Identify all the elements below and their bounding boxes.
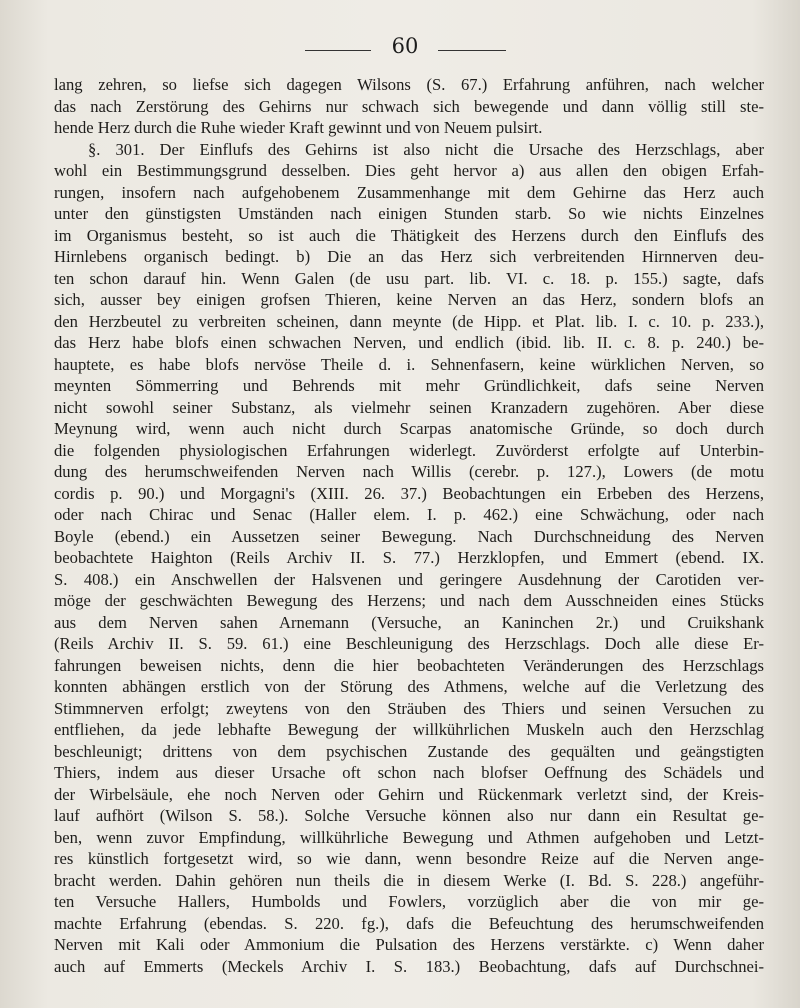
text-line: nicht sowohl seiner Substanz, als vielmehr seinen Kranzadern zugehören. Aber diese	[54, 397, 764, 417]
text-line: möge der geschwächten Bewegung des Herzens; und nach dem Ausschneiden eines Stücks	[54, 591, 764, 610]
text-line: ten Versuche Hallers, Humbolds und Fowlers, vorzüglich aber die von mir ge-	[54, 892, 764, 911]
text-line: meynten Sömmerring und Behrends mit mehr Gründlichkeit, dafs seine Nerven	[54, 376, 764, 395]
body-text	[54, 74, 764, 977]
text-line: cordis p. 90.) und Morgagni's (XIII. 26. 37.) Beobachtungen ein Erbeben des Herzens,	[54, 483, 764, 503]
page-number: 60	[391, 34, 419, 58]
text-line: das Herz habe blofs einen schwachen Nerven, und endlich (ibid. lib. II. c. 8. p. 240.) be-	[54, 333, 764, 352]
text-line: Nerven mit Kali oder Ammonium die Pulsation des Herzens verstärkte. c) Wenn daher	[54, 935, 764, 954]
text-line: der Wirbelsäule, ehe noch Nerven oder Gehirn und Rückenmark verletzt sind, der Kreis-	[54, 784, 764, 804]
text-line: oder nach Chirac und Senac (Haller elem. I. p. 462.) eine Schwächung, oder nach	[54, 505, 764, 524]
text-line: im Organismus besteht, so ist auch die Thätigkeit des Herzens durch den Einflufs des	[54, 225, 764, 245]
text-line: auch auf Emmerts (Meckels Archiv I. S. 183.) Beobachtung, dafs auf Durchschnei-	[54, 956, 764, 976]
text-line: ben, wenn zuvor Empfindung, willkührliche Bewegung und Athmen aufgehoben und Letzt-	[54, 827, 764, 847]
text-line: rungen, insofern nach aufgehobenem Zusammenhange mit dem Gehirne das Herz auch	[54, 182, 764, 202]
text-line: lauf aufhört (Wilson S. 58.). Solche Versuche können also nur dann ein Resultat ge-	[54, 806, 764, 825]
text-line: beschleunigt; drittens von dem psychischen Zustande des gequälten und geängstigten	[54, 741, 764, 761]
text-line: machte Erfahrung (ebendas. S. 220. fg.), dafs die Befeuchtung des herumschweifenden	[54, 913, 764, 933]
text-line: die folgenden physiologischen Erfahrungen widerlegt. Zuvörderst erfolgte auf Unterbin-	[54, 440, 764, 460]
header-rule-right	[438, 50, 506, 51]
text-line: sich, ausser bey einigen grofsen Thieren, keine Nerven an das Herz, sondern blofs an	[54, 290, 764, 309]
text-line: Meynung wird, wenn auch nicht durch Scarpas anatomische Gründe, so doch durch	[54, 419, 764, 438]
text-line: bracht werden. Dahin gehören nun theils die in diesem Werke (I. Bd. S. 228.) angeführ-	[54, 870, 764, 890]
text-line: ten schon darauf hin. Wenn Galen (de usu part. lib. VI. c. 18. p. 155.) sagte, dafs	[54, 268, 764, 288]
text-line: Stimmnerven erfolgt; zweytens von den Sträuben des Thiers und seinen Versuchen zu	[54, 698, 764, 718]
text-line: res künstlich fortgesetzt wird, so wie dann, wenn besondre Reize auf die Nerven ange-	[54, 849, 764, 868]
header-rule-left	[305, 50, 371, 51]
text-line: lang zehren, so liefse sich dagegen Wilsons (S. 67.) Erfahrung anführen, nach welcher	[54, 75, 764, 94]
text-line: Boyle (ebend.) ein Aussetzen seiner Bewegung. Nach Durchschneidung des Nerven	[54, 526, 764, 546]
text-line: S. 408.) ein Anschwellen der Halsvenen und geringere Ausdehnung der Carotiden ver-	[54, 569, 764, 589]
text-line: (Reils Archiv II. S. 59. 61.) eine Beschleunigung des Herzschlags. Doch alle diese Er-	[54, 634, 764, 653]
text-line: konnten abhängen erstlich von der Störung des Athmens, welche auf die Verletzung des	[54, 677, 764, 696]
text-line: unter den günstigsten Umständen nach einigen Stunden starb. So wie nichts Einzelnes	[54, 204, 764, 223]
text-line: dung des herumschweifenden Nerven nach Willis (cerebr. p. 127.), Lowers (de motu	[54, 462, 764, 481]
text-line: fahrungen beweisen nichts, denn die hier beobachteten Veränderungen des Herzschlags	[54, 655, 764, 675]
text-line: entfliehen, da jede lebhafte Bewegung der willkührlichen Muskeln auch den Herzschlag	[54, 720, 764, 739]
text-line: wohl ein Bestimmungsgrund desselben. Dies geht hervor a) aus allen den obigen Erfah-	[54, 161, 764, 180]
text-line: den Herzbeutel zu verbreiten scheinen, dann meynte (de Hipp. et Plat. lib. I. c. 10. p. 233.),	[54, 311, 764, 331]
text-line: Hirnlebens organisch bedingt. b) Die an das Herz sich verbreitenden Hirnnerven deu-	[54, 247, 764, 266]
page-header	[0, 34, 800, 66]
text-line: Thiers, indem aus dieser Ursache oft schon nach blofser Oeffnung des Schädels und	[54, 763, 764, 782]
text-line: hende Herz durch die Ruhe wieder Kraft gewinnt und von Neuem pulsirt.	[54, 118, 543, 137]
text-line: hauptete, es habe blofs nervöse Theile d. i. Sehnenfasern, keine würklichen Nerven, so	[54, 354, 764, 374]
paragraph-start-line: §. 301. Der Einflufs des Gehirns ist also nicht die Ursache des Herzschlags, aber	[88, 139, 764, 159]
text-line: beobachtete Haighton (Reils Archiv II. S. 77.) Herzklopfen, und Emmert (ebend. IX.	[54, 548, 764, 567]
text-line: das nach Zerstörung des Gehirns nur schwach sich bewegende und dann völlig still ste-	[54, 96, 764, 116]
text-line: aus dem Nerven sahen Arnemann (Versuche, an Kaninchen 2r.) und Cruikshank	[54, 612, 764, 632]
